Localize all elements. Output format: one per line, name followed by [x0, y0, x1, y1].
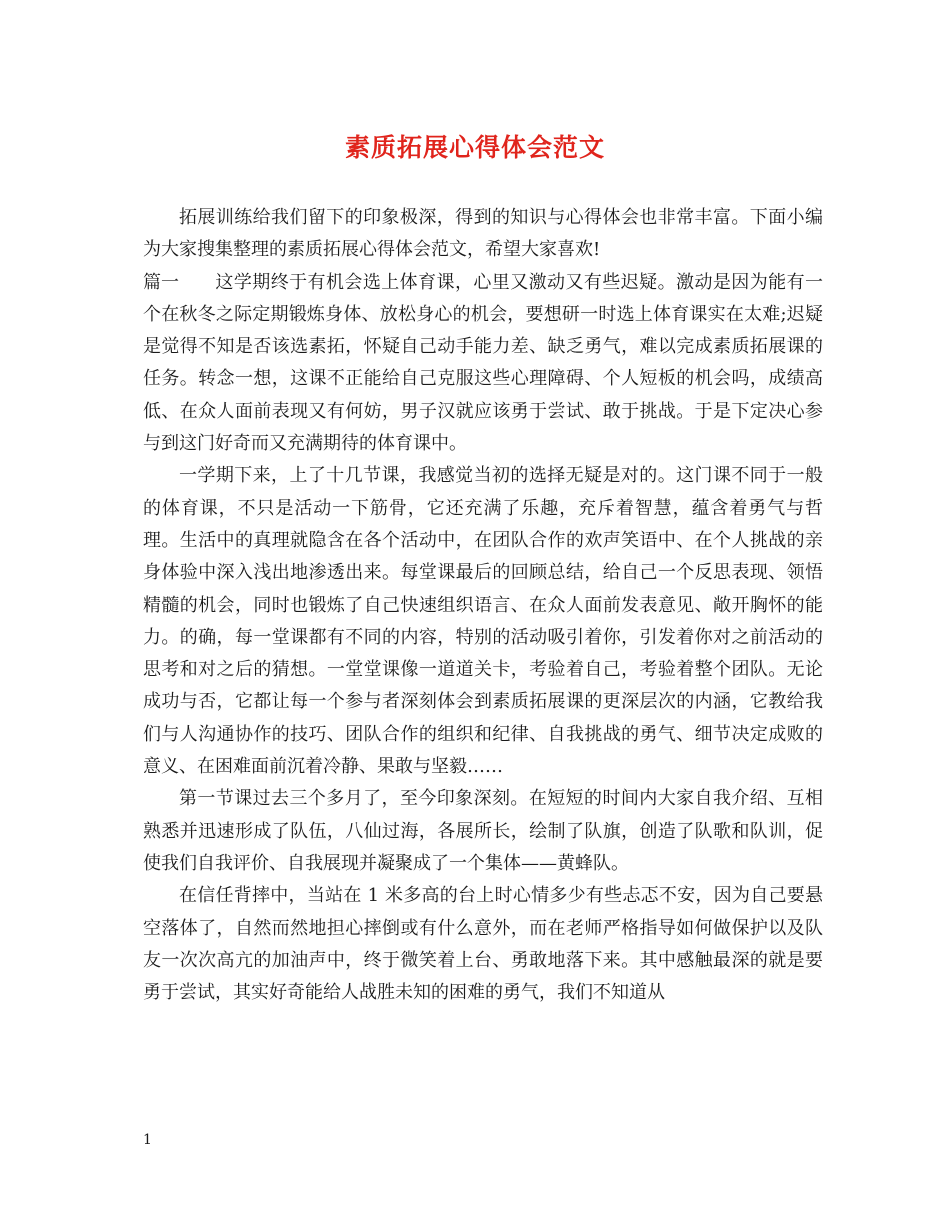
document-body	[143, 202, 823, 1009]
paragraph-4: 在信任背摔中，当站在 1 米多高的台上时心情多少有些忐忑不安，因为自己要悬空落体了，自然而然地担心摔倒或有什么意外，而在老师严格指导如何做保护以及队友一次次高亢的加油声中，终于微笑着上台、勇敢地落下来。其中感触最深的就是要勇于尝试，其实好奇能给人战胜未知的困难的勇气，我们不知道从	[143, 885, 823, 1004]
document-title: 素质拓展心得体会范文	[344, 133, 605, 162]
section-label: 篇一	[143, 271, 179, 293]
paragraph-2: 一学期下来，上了十几节课，我感觉当初的选择无疑是对的。这门课不同于一般的体育课，不只是活动一下筋骨，它还充满了乐趣，充斥着智慧，蕴含着勇气与哲理。生活中的真理就隐含在各个活动中，在团队合作的欢声笑语中、在个人挑战的亲身体验中深入浅出地渗透出来。每堂课最后的回顾总结，给自己一个反思表现、领悟精髓的机会，同时也锻炼了自己快速组织语言、在众人面前发表意见、敞开胸怀的能力。的确，每一堂课都有不同的内容，特别的活动吸引着你，引发着你对之前活动的思考和对之后的猜想。一堂堂课像一道道关卡，考验着自己，考验着整个团队。无论成功与否，它都让每一个参与者深刻体会到素质拓展课的更深层次的内涵，它教给我们与人沟通协作的技巧、团队合作的组织和纪律、自我挑战的勇气、细节决定成败的意义、在困难面前沉着冷静、果敢与坚毅……	[143, 465, 823, 778]
paragraph-1-text: 这学期终于有机会选上体育课，心里又激动又有些迟疑。激动是因为能有一个在秋冬之际定期锻炼身体、放松身心的机会，要想研一时选上体育课实在太难;迟疑是觉得不知是否该选素拓，怀疑自己动手能力差、缺乏勇气，难以完成素质拓展课的任务。转念一想，这课不正能给自己克服这些心理障碍、个人短板的机会吗，成绩高低、在众人面前表现又有何妨，男子汉就应该勇于尝试、敢于挑战。于是下定决心参与到这门好奇而又充满期待的体育课中。	[143, 271, 823, 455]
page-number: 1	[143, 1132, 152, 1148]
intro-paragraph: 拓展训练给我们留下的印象极深，得到的知识与心得体会也非常丰富。下面小编为大家搜集整理的素质拓展心得体会范文，希望大家喜欢!	[143, 207, 823, 261]
paragraph-3: 第一节课过去三个多月了，至今印象深刻。在短短的时间内大家自我介绍、互相熟悉并迅速形成了队伍，八仙过海，各展所长，绘制了队旗，创造了队歌和队训，促使我们自我评价、自我展现并凝聚成了一个集体——黄蜂队。	[143, 788, 823, 874]
section-paragraph-1	[143, 267, 823, 461]
